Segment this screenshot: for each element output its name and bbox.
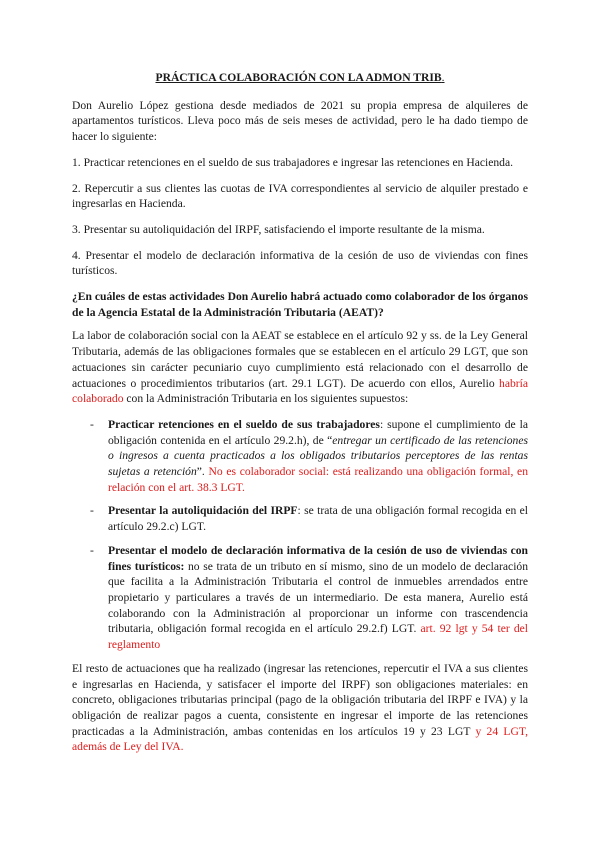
title-main: PRÁCTICA COLABORACIÓN CON LA ADMON TRIB: [155, 71, 442, 84]
answer-intro-highlight: habría colaborado: [72, 376, 528, 406]
list-item: [72, 503, 528, 534]
task-1: 1. Practicar retenciones en el sueldo de sus trabajadores e ingresar las retenciones en Hacienda.: [72, 155, 514, 169]
title-tail: .: [441, 71, 445, 84]
list-dash: -: [90, 504, 94, 518]
closing-paragraph: [72, 661, 528, 755]
list-item: [72, 417, 528, 496]
document-title: [72, 70, 528, 86]
list-item-bold: Presentar la autoliquidación del IRPF: [108, 504, 298, 518]
closing-red-note: y 24 LGT, además de Ley del IVA.: [72, 724, 528, 754]
list-item-italic: entregar un certificado de las retenciones o ingresos a cuenta practicados a los obligados tributarios perceptores de las rentas sujetas a retención: [108, 433, 528, 479]
list-dash: -: [90, 543, 94, 557]
list-item-text: : supone el cumplimiento de la obligación contenida en el artículo 29.2.h), de “: [108, 417, 528, 447]
list-item-text-after: ”.: [196, 465, 209, 479]
list-item-bold: Presentar el modelo de declaración informativa de la cesión de uso de viviendas con fines turísticos:: [108, 543, 528, 573]
list-item-red-note: No es colaborador social: está realizando una obligación formal, en relación con el art. 38.3 LGT.: [108, 465, 528, 494]
list-item-text: : se trata de una obligación formal recogida en el artículo 29.2.c) LGT.: [108, 504, 528, 534]
list-item: [72, 543, 528, 653]
task-3: 3. Presentar su autoliquidación del IRPF, satisfaciendo el importe resultante de la misma.: [72, 222, 485, 236]
supuestos-list: [72, 417, 528, 653]
question-heading: ¿En cuáles de estas actividades Don Aurelio habrá actuado como colaborador de los órganos de la Agencia Estatal de la Administración Tributaria (AEAT)?: [72, 290, 528, 319]
answer-intro-post: con la Administración Tributaria en los siguientes supuestos:: [123, 392, 409, 406]
intro-paragraph: Don Aurelio López gestiona desde mediados de 2021 su propia empresa de alquileres de apartamentos turísticos. Lleva poco más de seis meses de actividad, pero le ha dado tiempo de hacer lo siguiente:: [72, 98, 528, 144]
answer-intro: [72, 328, 528, 407]
task-4: 4. Presentar el modelo de declaración informativa de la cesión de uso de viviendas con fines turísticos.: [72, 248, 528, 278]
task-2: 2. Repercutir a sus clientes las cuotas de IVA correspondientes al servicio de alquiler prestado e ingresarlas en Hacienda.: [72, 181, 528, 211]
list-item-bold: Practicar retenciones en el sueldo de sus trabajadores: [108, 417, 380, 431]
answer-intro-pre: La labor de colaboración social con la AEAT se establece en el artículo 92 y ss. de la Ley General Tributaria, además de las obligaciones formales que se establecen en el artículo 29 LGT, que son actuaciones sin carácter pecuniario cuyo cumplimiento está relacionado con el desarrollo de actuaciones o procedimientos tributarios (art. 29.1 LGT). De acuerdo con ellos, Aurelio: [72, 329, 528, 390]
closing-text: El resto de actuaciones que ha realizado (ingresar las retenciones, repercutir el IVA a sus clientes e ingresarlas en Hacienda, y satisfacer el importe del IRPF) son obligaciones materiales: en concreto, obligaciones tributarias principal (pago de la obligación tributaria del IRPF e IVA) y la obligación de realizar pagos a cuenta, consistente en ingresar el importe de las retenciones practicadas a la Administración, ambas contenidas en los artículos 19 y 23 LGT: [72, 661, 528, 738]
list-dash: -: [90, 417, 94, 431]
list-item-text: no se trata de un tributo en sí mismo, sino de un modelo de declaración que facilita a la Administración Tributaria el control de inmuebles arrendados entre propietario y particulares a través de un intermediario. De esta manera, Aurelio está colaborando con la Administración al proporcionar un informe con trascendencia tributaria, obligación formal recogida en el artículo 29.2.f) LGT.: [108, 559, 529, 636]
list-item-red-note: art. 92 lgt y 54 ter del reglamento: [108, 622, 529, 652]
